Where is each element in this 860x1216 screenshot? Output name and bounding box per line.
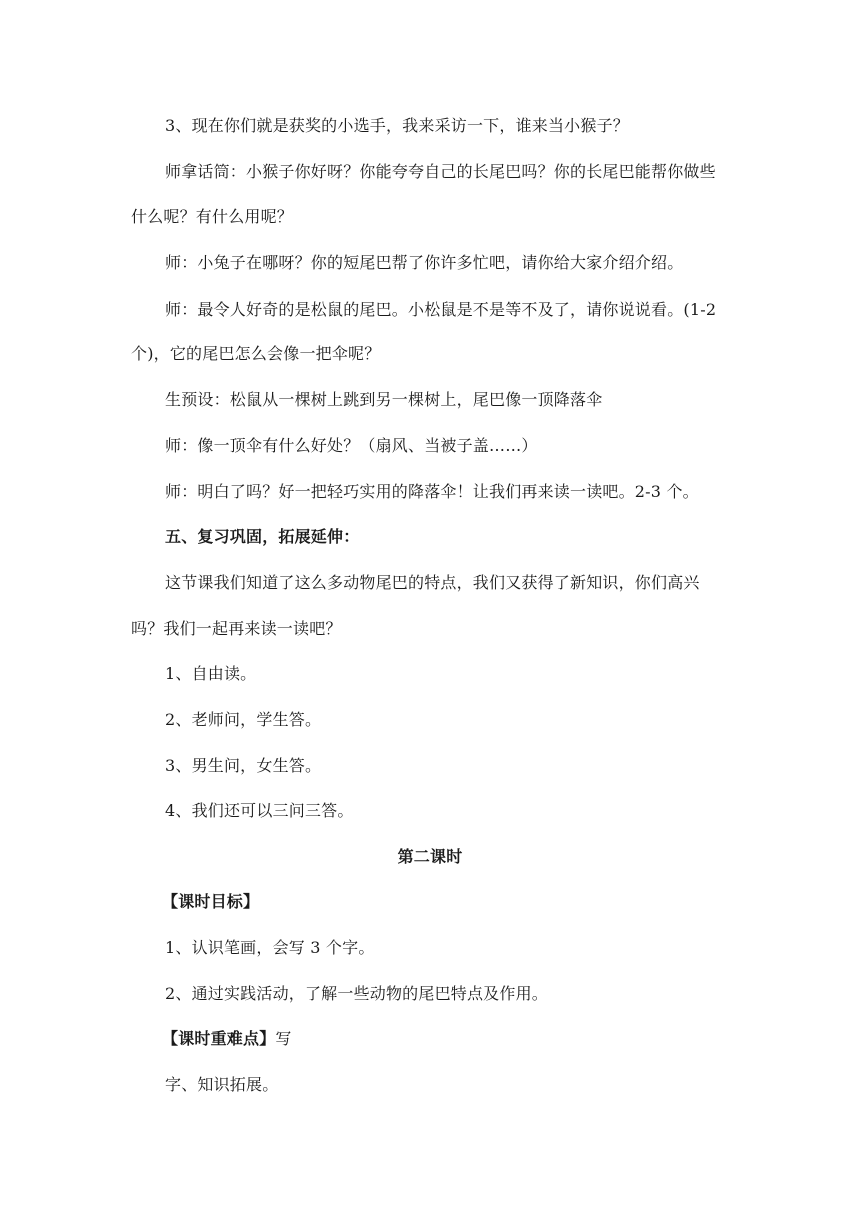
paragraph-student-preset: 生预设：松鼠从一棵树上跳到另一棵树上，尾巴像一顶降落伞 [165, 390, 603, 409]
key-points-text-start: 写 [275, 1029, 292, 1048]
heading-lesson-goals: 【课时目标】 [162, 892, 260, 911]
key-points-label: 【课时重难点】 [162, 1029, 276, 1048]
paragraph-squirrel-question-line1: 师：最令人好奇的是松鼠的尾巴。小松鼠是不是等不及了，请你说说看。(1-2 [165, 300, 717, 319]
section-heading-review: 五、复习巩固，拓展延伸： [165, 527, 360, 546]
list-item-boys-ask: 3、男生问，女生答。 [165, 756, 322, 775]
paragraph-rabbit-question: 师：小兔子在哪呀？你的短尾巴帮了你许多忙吧，请你给大家介绍介绍。 [165, 253, 684, 272]
paragraph-monkey-question-line2: 什么呢？有什么用呢？ [131, 207, 294, 226]
paragraph-read-again: 师：明白了吗？好一把轻巧实用的降落伞！让我们再来读一读吧。2-3 个。 [165, 482, 699, 501]
paragraph-umbrella-benefit: 师：像一顶伞有什么好处？（扇风、当被子盖……） [165, 436, 538, 455]
list-item-free-read: 1、自由读。 [165, 664, 257, 683]
paragraph-squirrel-question-line2: 个)，它的尾巴怎么会像一把伞呢？ [131, 344, 381, 363]
list-item-teacher-ask: 2、老师问，学生答。 [165, 710, 322, 729]
lesson-heading-second: 第二课时 [397, 847, 463, 866]
heading-key-points [0, 1028, 860, 1050]
paragraph-summary-line1: 这节课我们知道了这么多动物尾巴的特点，我们又获得了新知识，你们高兴 [165, 573, 700, 592]
paragraph-interview-prompt: 3、现在你们就是获奖的小选手，我来采访一下，谁来当小猴子？ [165, 116, 629, 135]
paragraph-monkey-question-line1: 师拿话筒：小猴子你好呀？你能夸夸自己的长尾巴吗？你的长尾巴能帮你做些 [165, 162, 716, 181]
goal-item-practice: 2、通过实践活动，了解一些动物的尾巴特点及作用。 [165, 984, 548, 1003]
list-item-three-ask: 4、我们还可以三问三答。 [165, 801, 354, 820]
key-points-text-continued: 字、知识拓展。 [165, 1075, 279, 1094]
paragraph-summary-line2: 吗？我们一起再来读一读吧？ [131, 619, 342, 638]
goal-item-strokes: 1、认识笔画，会写 3 个字。 [165, 938, 375, 957]
